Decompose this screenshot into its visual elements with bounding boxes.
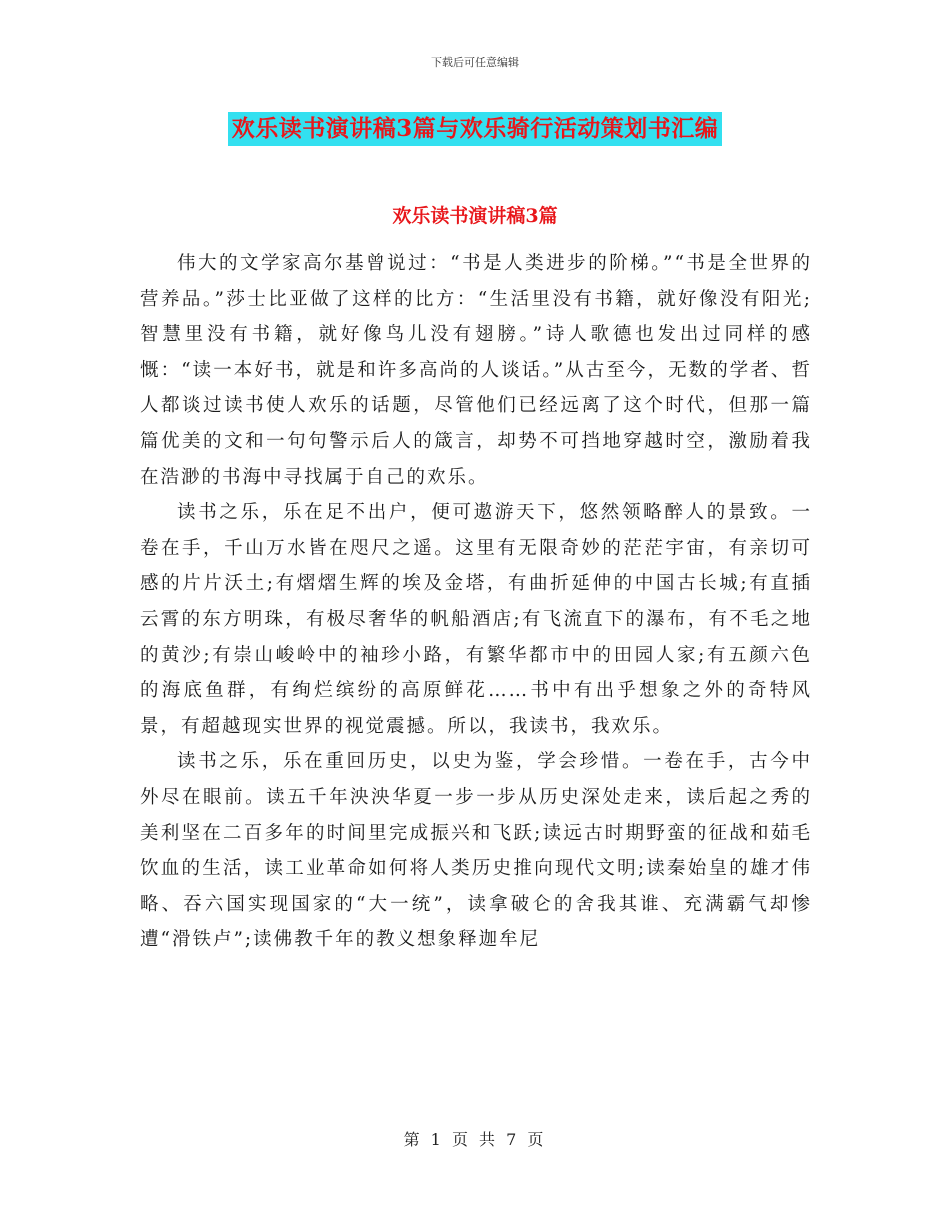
paragraph-2: 读书之乐，乐在足不出户，便可遨游天下，悠然领略醉人的景致。一卷在手，千山万水皆在咫尺之遥。这里有无限奇妙的茫茫宇宙，有亲切可感的片片沃土;有熠熠生辉的埃及金塔，有曲折延伸的中国古长城;有直插云霄的东方明珠，有极尽奢华的帆船酒店;有飞流直下的瀑布，有不毛之地的黄沙;有崇山峻岭中的袖珍小路，有繁华都市中的田园人家;有五颜六色的海底鱼群，有绚烂缤纷的高原鲜花……书中有出乎想象之外的奇特风景，有超越现实世界的视觉震撼。所以，我读书，我欢乐。: [140, 502, 812, 737]
document-body: [140, 246, 812, 958]
document-main-title: 欢乐读书演讲稿3篇与欢乐骑行活动策划书汇编: [228, 112, 723, 146]
section-title: 欢乐读书演讲稿3篇: [392, 205, 558, 227]
paragraph-1: 伟大的文学家高尔基曾说过：“书是人类进步的阶梯。”“书是全世界的营养品。”莎士比亚做了这样的比方：“生活里没有书籍，就好像没有阳光;智慧里没有书籍，就好像鸟儿没有翅膀。”诗人歌德也发出过同样的感慨：“读一本好书，就是和许多高尚的人谈话。”从古至今，无数的学者、哲人都谈过读书使人欢乐的话题，尽管他们已经远离了这个时代，但那一篇篇优美的文和一句句警示后人的箴言，却势不可挡地穿越时空，激励着我在浩渺的书海中寻找属于自己的欢乐。: [140, 253, 812, 488]
page-header-note: 下载后可任意编辑: [431, 56, 519, 69]
paragraph-3: 读书之乐，乐在重回历史，以史为鉴，学会珍惜。一卷在手，古今中外尽在眼前。读五千年泱泱华夏一步一步从历史深处走来，读后起之秀的美利坚在二百多年的时间里完成振兴和飞跃;读远古时期野蛮的征战和茹毛饮血的生活，读工业革命如何将人类历史推向现代文明;读秦始皇的雄才伟略、吞六国实现国家的“大一统”，读拿破仑的舍我其谁、充满霸气却惨遭“滑铁卢”;读佛教千年的教义想象释迦牟尼: [140, 751, 812, 951]
page-number-footer: 第 1 页 共 7 页: [403, 1130, 547, 1149]
main-title-container: [0, 112, 950, 146]
